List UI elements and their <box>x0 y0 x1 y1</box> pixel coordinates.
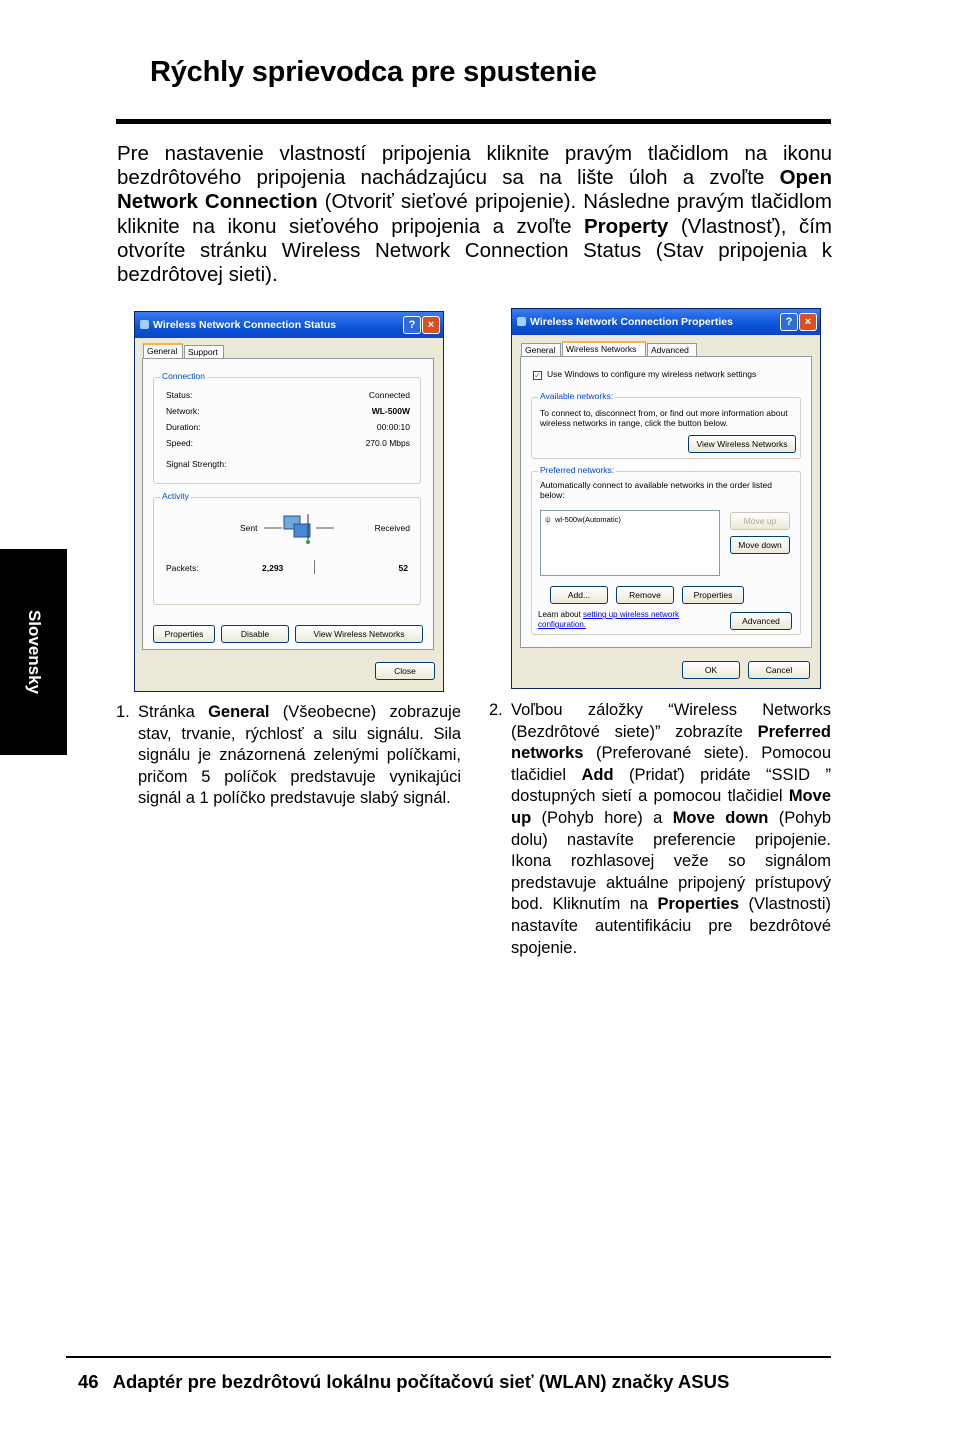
properties-button[interactable]: Properties <box>153 625 215 643</box>
network-icon <box>517 317 526 326</box>
caption-text: (Preferované siete). Pomocou tlačidiel <box>511 744 831 784</box>
status-label: Status: <box>166 390 193 400</box>
computers-activity-icon <box>264 510 334 554</box>
available-networks-text: To connect to, disconnect from, or find out more information about wireless networks in range, click the button below. <box>540 408 788 428</box>
learn-prefix: Learn about <box>538 610 583 619</box>
move-up-button[interactable]: Move up <box>730 512 790 530</box>
learn-about-text <box>538 610 708 630</box>
language-label: Slovensky <box>24 609 44 695</box>
caption-bold: Move up <box>511 787 831 827</box>
caption-bold: Add <box>581 765 614 784</box>
caption-bold: Preferred networks <box>511 722 831 763</box>
status-value: Connected <box>368 390 410 400</box>
caption-text: Stránka <box>138 703 209 721</box>
learn-link[interactable]: setting up wireless network configuration. <box>538 610 679 629</box>
footer-rule <box>66 1356 831 1358</box>
available-networks-group <box>531 391 801 459</box>
connection-group <box>153 371 421 484</box>
list-item[interactable]: wl-500w(Automatic) <box>555 515 621 524</box>
use-windows-checkbox[interactable]: ✓ <box>534 371 541 380</box>
caption-text: (Pohyb dolu) nastavíte preferencie pripojenie. Ikona rozhlasovej veže so signálom predstavuje aktuálne pripojený prístupový bod. Kliknutím na <box>511 808 831 914</box>
tab-general[interactable]: General <box>143 343 183 359</box>
advanced-button[interactable]: Advanced <box>730 612 792 630</box>
help-icon[interactable]: ? <box>403 316 421 334</box>
move-down-button[interactable]: Move down <box>730 536 790 554</box>
tab-advanced[interactable]: Advanced <box>647 343 697 357</box>
footer-text: Adaptér pre bezdrôtovú lokálnu počítačovú sieť (WLAN) značky ASUS <box>112 1371 730 1392</box>
caption-bold: Move down <box>672 808 769 827</box>
caption-text: Voľbou záložky “Wireless Networks (Bezdrôtové siete)” zobrazíte <box>511 701 831 741</box>
page-title: Rýchly sprievodca pre spustenie <box>150 56 597 88</box>
network-label: Network: <box>166 406 200 416</box>
network-value: WL-500W <box>371 406 410 416</box>
caption-2-number: 2. <box>489 701 503 719</box>
network-icon <box>140 320 149 329</box>
packets-divider <box>314 560 315 574</box>
wireless-networks-panel <box>520 356 812 648</box>
header-rule <box>116 119 831 124</box>
antenna-icon: ψ <box>545 515 551 524</box>
preferred-networks-text: Automatically connect to available networks in the order listed below: <box>540 480 772 500</box>
received-label: Received <box>374 523 410 533</box>
speed-label: Speed: <box>166 438 193 448</box>
close-icon[interactable]: × <box>422 316 440 334</box>
page-number: 46 <box>78 1371 99 1392</box>
close-button[interactable]: Close <box>375 662 435 680</box>
intro-bold-property: Property <box>584 214 669 238</box>
intro-paragraph <box>117 142 832 287</box>
activity-group <box>153 491 421 605</box>
intro-text: (Vlastnosť), čím otvoríte stránku Wireless Network Connection Status (Stav pripojenia k bezdrôtovej sieti). <box>117 214 833 287</box>
properties-dialog-titlebar <box>512 309 820 335</box>
duration-label: Duration: <box>166 422 201 432</box>
packets-received-value: 52 <box>398 563 408 573</box>
preferred-networks-group <box>531 465 801 635</box>
tab-support[interactable]: Support <box>184 345 224 359</box>
connection-group-title: Connection <box>162 371 206 381</box>
caption-1-number: 1. <box>116 703 130 721</box>
disable-button[interactable]: Disable <box>221 625 289 643</box>
intro-text: (Otvoriť sieťové pripojenie). Následne pravým tlačidlom kliknite na ikonu sieťového pripojenia a zvoľte <box>117 190 832 238</box>
footer <box>78 1371 729 1393</box>
available-networks-title: Available networks: <box>540 391 614 401</box>
remove-button[interactable]: Remove <box>616 586 674 604</box>
caption-1 <box>116 702 461 810</box>
preferred-networks-title: Preferred networks: <box>540 465 615 475</box>
intro-bold-open: Open Network Connection <box>117 166 832 214</box>
properties-dialog-title: Wireless Network Connection Properties <box>530 316 733 328</box>
caption-text: (Pohyb hore) a <box>531 808 673 827</box>
preferred-networks-list[interactable] <box>540 510 720 576</box>
cancel-button[interactable]: Cancel <box>748 661 810 679</box>
language-side-tab <box>0 549 67 755</box>
caption-text: (Pridať) pridáte “SSID ” dostupných sietí a pomocou tlačidiel <box>511 765 831 806</box>
tab-general[interactable]: General <box>521 343 561 357</box>
caption-bold: Properties <box>657 895 740 914</box>
sent-label: Sent <box>240 523 258 533</box>
properties-dialog-screenshot <box>511 308 821 689</box>
view-wireless-networks-button[interactable]: View Wireless Networks <box>295 625 423 643</box>
tab-wireless-networks[interactable]: Wireless Networks <box>562 341 646 357</box>
help-icon[interactable]: ? <box>780 313 798 331</box>
signal-label: Signal Strength: <box>166 459 227 469</box>
caption-text: (Vlastnosti) nastavíte autentifikáciu pre bezdrôtové spojenie. <box>511 895 831 957</box>
activity-group-title: Activity <box>162 491 189 501</box>
use-windows-label: Use Windows to configure my wireless network settings <box>547 369 757 379</box>
packets-label: Packets: <box>166 563 199 573</box>
properties-button[interactable]: Properties <box>682 586 744 604</box>
packets-sent-value: 2,293 <box>262 563 284 573</box>
status-panel <box>142 358 434 650</box>
duration-value: 00:00:10 <box>376 422 410 432</box>
caption-text: (Všeobecne) zobrazuje stav, trvanie, rýchlosť a silu signálu. Sila signálu je znázornená zelenými políčkami, pričom 5 políčok predstavuje vynikajúci signál a 1 políčko predstavuje slabý signál. <box>138 703 461 808</box>
caption-2 <box>489 700 831 959</box>
ok-button[interactable]: OK <box>682 661 740 679</box>
status-dialog-titlebar <box>135 312 443 338</box>
close-icon[interactable]: × <box>799 313 817 331</box>
status-dialog-title: Wireless Network Connection Status <box>153 319 337 331</box>
intro-text: Pre nastavenie vlastností pripojenia kliknite pravým tlačidlom na ikonu bezdrôtového pripojenia nachádzajúcu sa na lište úloh a zvoľte <box>117 142 832 190</box>
status-dialog-screenshot <box>134 311 444 692</box>
speed-value: 270.0 Mbps <box>365 438 410 448</box>
add-button[interactable]: Add... <box>550 586 608 604</box>
view-wireless-networks-button[interactable]: View Wireless Networks <box>688 435 796 453</box>
caption-bold: General <box>208 703 270 721</box>
